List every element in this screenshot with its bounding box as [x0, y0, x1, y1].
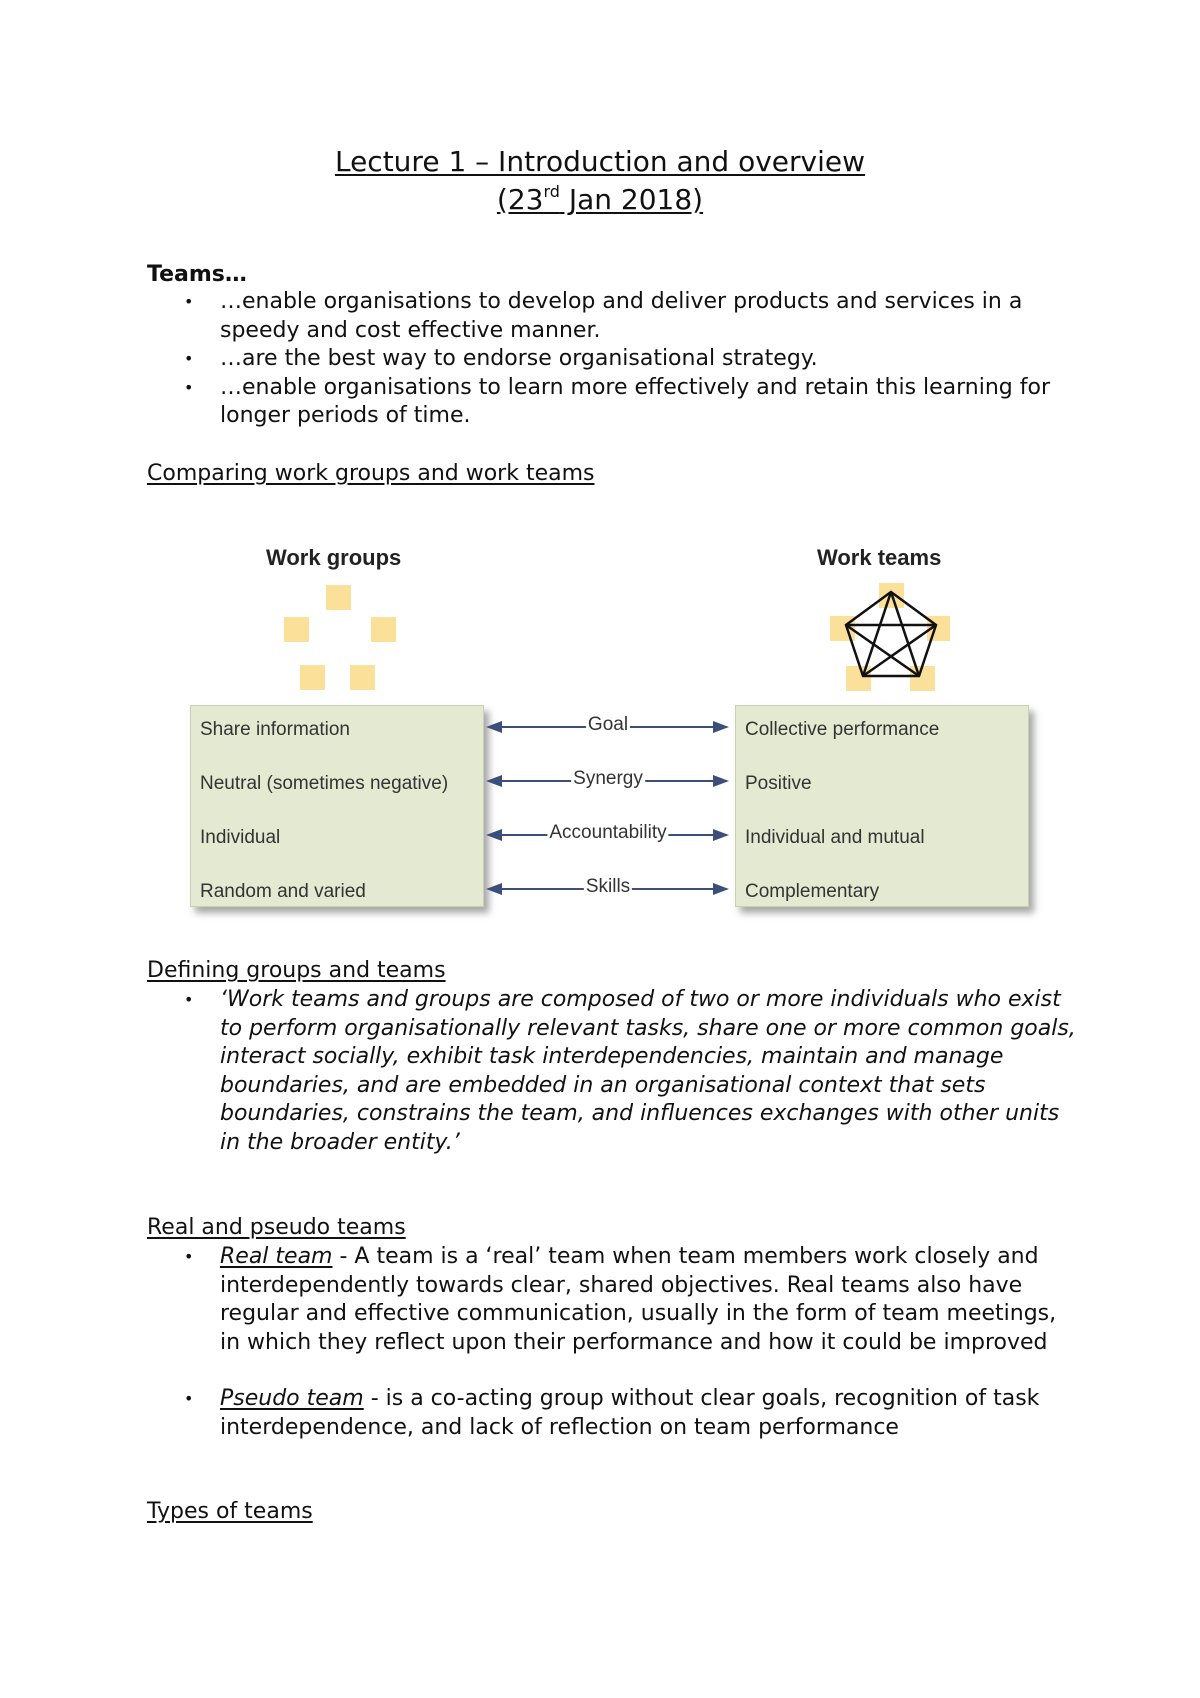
- groups-synergy-value: Neutral (sometimes negative): [200, 773, 449, 794]
- arrow-left-icon: [486, 883, 502, 895]
- work-teams-panel: [735, 705, 1029, 907]
- title-line-2: (23rd Jan 2018): [496, 182, 704, 216]
- real-team-definition: - A team is a ‘real’ team when team members work closely and interdependently towards clear, shared objectives. Real teams also have regular and effective communication, usually in the form of team meetings, in which they reflect upon their performance and how it could be improved: [220, 1244, 1057, 1355]
- work-groups-panel: [190, 705, 484, 907]
- title-line-1: Lecture 1 – Introduction and overview: [334, 145, 866, 178]
- work-groups-title: Work groups: [266, 545, 402, 570]
- comparing-heading: Comparing work groups and work teams: [147, 461, 595, 486]
- defining-heading: Defining groups and teams: [147, 958, 446, 983]
- arrow-right-icon: [713, 775, 729, 787]
- real-pseudo-bullet-list: [147, 1243, 1077, 1442]
- teams-goal-value: Collective performance: [745, 719, 940, 740]
- bullet-icon: •: [184, 1247, 194, 1266]
- groups-goal-value: Share information: [200, 719, 350, 740]
- arrow-left-icon: [486, 721, 502, 733]
- arrow-right-icon: [713, 829, 729, 841]
- groups-vs-teams-diagram: [180, 525, 1050, 940]
- list-item: [147, 1243, 1077, 1357]
- pseudo-team-definition: - is a co-acting group without clear goals, recognition of task interdependence, and lack of reflection on team performance: [220, 1386, 1040, 1440]
- list-item: • …enable organisations to learn more effectively and retain this learning for longer periods of time.: [184, 374, 1051, 428]
- teams-accountability-value: Individual and mutual: [745, 827, 925, 848]
- real-pseudo-heading: Real and pseudo teams: [147, 1215, 406, 1240]
- teams-synergy-value: Positive: [745, 773, 812, 794]
- member-square: [300, 665, 325, 690]
- list-item: [147, 1385, 1077, 1442]
- member-square: [846, 666, 871, 691]
- bullet-icon: •: [184, 990, 194, 1009]
- list-item: • …are the best way to endorse organisational strategy.: [147, 345, 1077, 374]
- teams-heading: Teams…: [147, 262, 247, 287]
- defining-bullet-list: [147, 986, 1077, 1157]
- groups-accountability-value: Individual: [200, 827, 281, 848]
- arrow-right-icon: [713, 883, 729, 895]
- bullet-icon: •: [184, 349, 194, 368]
- team-network-icon: [830, 580, 950, 695]
- arrow-left-icon: [486, 775, 502, 787]
- types-heading: Types of teams: [147, 1499, 313, 1524]
- groups-skills-value: Random and varied: [200, 881, 366, 902]
- comparison-label-goal: Goal: [587, 714, 629, 735]
- member-square: [350, 665, 375, 690]
- bullet-icon: •: [184, 292, 194, 311]
- bullet-icon: •: [184, 377, 194, 397]
- arrow-right-icon: [713, 721, 729, 733]
- real-team-term: Real team: [220, 1244, 333, 1269]
- comparison-label-skills: Skills: [585, 876, 631, 897]
- list-spacer: [147, 1357, 1077, 1385]
- member-square: [910, 666, 935, 691]
- comparison-label-accountability: Accountability: [549, 822, 667, 843]
- list-item: • …enable organisations to develop and deliver products and services in a speedy and cost effective manner.: [184, 289, 1023, 343]
- member-square: [371, 617, 396, 642]
- comparison-label-synergy: Synergy: [573, 768, 643, 789]
- work-teams-title: Work teams: [817, 545, 942, 570]
- bullet-icon: •: [184, 1389, 194, 1408]
- teams-bullet-list: [147, 288, 1077, 431]
- page-title: [0, 143, 1200, 219]
- member-square: [326, 585, 351, 610]
- pseudo-team-term: Pseudo team: [220, 1386, 364, 1411]
- definition-quote: ‘Work teams and groups are composed of two or more individuals who exist to perform organisationally relevant tasks, share one or more common goals, interact socially, exhibit task interdependencies, maintain and manage boundaries, and are embedded in an organisational context that sets boundaries, constrains the team, and influences exchanges with other units in the broader entity.’: [220, 987, 1076, 1155]
- member-square: [284, 617, 309, 642]
- list-item: [147, 986, 1077, 1157]
- teams-skills-value: Complementary: [745, 881, 880, 902]
- arrow-left-icon: [486, 829, 502, 841]
